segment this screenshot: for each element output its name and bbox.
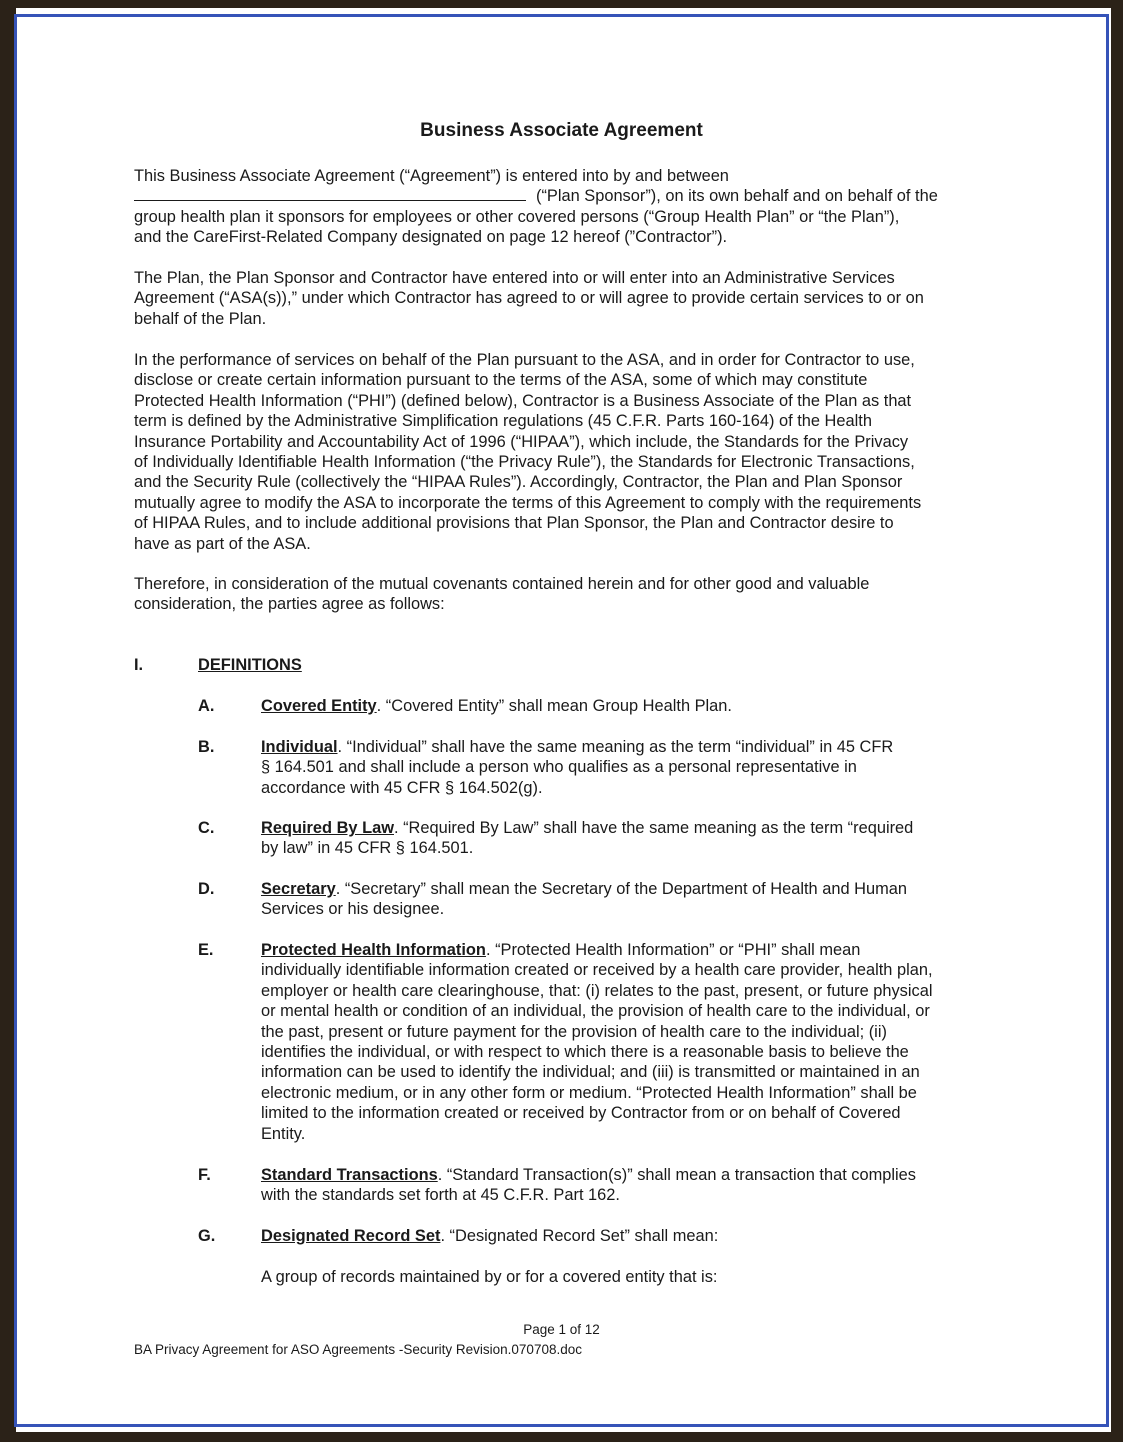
document-title: Business Associate Agreement xyxy=(420,120,703,141)
definition-text: “Covered Entity” shall mean Group Health Plan. xyxy=(385,697,732,715)
definition-line: Entity. xyxy=(261,1124,306,1143)
definition-letter: F. xyxy=(198,1166,211,1184)
intro-line: This Business Associate Agreement (“Agreement”) is entered into by and between xyxy=(134,167,729,185)
definition-term: Covered Entity xyxy=(261,697,377,715)
definition-line: Secretary. “Secretary” shall mean the Secretary of the Department of Health and Human xyxy=(261,880,907,898)
definition-letter: A. xyxy=(198,697,215,715)
intro-line-text: (“Plan Sponsor”), on its own behalf and on behalf of the xyxy=(536,187,938,206)
definition-line: § 164.501 and shall include a person who qualifies as a personal representative in xyxy=(261,758,857,777)
section-number: I. xyxy=(134,656,144,674)
definition-line: with the standards set forth at 45 C.F.R. Part 162. xyxy=(261,1186,620,1205)
definition-line: identifies the individual, or with respect to which there is a reasonable basis to believe the xyxy=(261,1043,909,1062)
plan-sponsor-blank-field[interactable] xyxy=(134,187,526,201)
definition-secretary xyxy=(261,879,1001,920)
paragraph-line: of Individually Identifiable Health Information (“the Privacy Rule”), the Standards for Electronic Transactions, xyxy=(134,453,915,472)
definition-line: Standard Transactions. “Standard Transaction(s)” shall mean a transaction that complies xyxy=(261,1166,916,1184)
definition-letter: D. xyxy=(198,880,215,898)
definition-followup xyxy=(261,1267,1001,1287)
paragraph-line: have as part of the ASA. xyxy=(134,534,311,553)
definition-line: Individual. “Individual” shall have the same meaning as the term “individual” in 45 CFR xyxy=(261,738,894,756)
definition-line: employer or health care clearinghouse, that: (i) relates to the past, present, or future physical xyxy=(261,981,933,1000)
definition-text: “Individual” shall have the same meaning as the term “individual” in 45 CFR xyxy=(346,738,894,756)
page-number: Page 1 of 12 xyxy=(523,1322,600,1337)
definition-letter: C. xyxy=(198,819,215,837)
paragraph-line: Protected Health Information (“PHI”) (defined below), Contractor is a Business Associate of the Plan as that xyxy=(134,391,912,410)
definition-line: or mental health or condition of an individual, the provision of health care to the individual, or xyxy=(261,1002,930,1021)
definition-covered-entity xyxy=(261,696,1001,716)
definition-text: “Designated Record Set” shall mean: xyxy=(449,1227,719,1245)
definition-term: Required By Law xyxy=(261,819,394,837)
definition-line: the past, present or future payment for the provision of health care to the individual; (ii) xyxy=(261,1022,887,1041)
definition-line: individually identifiable information created or received by a health care provider, health plan, xyxy=(261,961,933,980)
definition-individual xyxy=(261,737,1001,798)
definition-line: Designated Record Set. “Designated Record Set” shall mean: xyxy=(261,1227,719,1245)
paragraph-line: disclose or create certain information pursuant to the terms of the ASA, some of which may constitute xyxy=(134,371,868,390)
intro-line: group health plan it sponsors for employees or other covered persons (“Group Health Plan” or “the Plan”), xyxy=(134,207,900,226)
definition-text: “Required By Law” shall have the same meaning as the term “required xyxy=(403,819,914,837)
definition-term: Individual xyxy=(261,738,338,756)
hipaa-paragraph xyxy=(134,350,994,554)
paragraph-line: In the performance of services on behalf of the Plan pursuant to the ASA, and in order for Contractor to use, xyxy=(134,351,915,369)
definition-line: Required By Law. “Required By Law” shall have the same meaning as the term “required xyxy=(261,819,914,837)
definition-line: Protected Health Information. “Protected Health Information” or “PHI” shall mean xyxy=(261,941,861,959)
definition-line: information can be used to identify the individual; and (iii) is transmitted or maintained in an xyxy=(261,1063,920,1082)
intro-paragraph xyxy=(134,166,994,248)
paragraph-line: Agreement (“ASA(s)),” under which Contractor has agreed to or will agree to provide certain services to or on xyxy=(134,289,924,308)
definition-letter: E. xyxy=(198,941,214,959)
definition-required-by-law xyxy=(261,818,1001,859)
definition-line: A group of records maintained by or for a covered entity that is: xyxy=(261,1268,718,1286)
definition-term: Standard Transactions xyxy=(261,1166,438,1184)
definition-term: Protected Health Information xyxy=(261,941,486,959)
definition-text: “Protected Health Information” or “PHI” shall mean xyxy=(495,941,861,959)
paragraph-line: consideration, the parties agree as follows: xyxy=(134,595,445,614)
paragraph-line: of HIPAA Rules, and to include additional provisions that Plan Sponsor, the Plan and Contractor desire to xyxy=(134,514,894,533)
document-filename: BA Privacy Agreement for ASO Agreements -Security Revision.070708.doc xyxy=(134,1342,582,1357)
definition-letter: B. xyxy=(198,738,215,756)
intro-line: and the CareFirst-Related Company designated on page 12 hereof (”Contractor”). xyxy=(134,228,728,247)
definition-line: electronic medium, or in any other form or medium. “Protected Health Information” shall be xyxy=(261,1083,917,1102)
paragraph-line: Therefore, in consideration of the mutual covenants contained herein and for other good and valuable xyxy=(134,575,870,593)
definition-term: Secretary xyxy=(261,880,336,898)
paragraph-line: term is defined by the Administrative Simplification regulations (45 C.F.R. Parts 160-164) of the Health xyxy=(134,412,872,431)
intro-line-blank xyxy=(134,186,994,206)
paragraph-line: The Plan, the Plan Sponsor and Contractor have entered into or will enter into an Administrative Services xyxy=(134,269,895,287)
paragraph-line: behalf of the Plan. xyxy=(134,309,267,328)
definition-line: by law” in 45 CFR § 164.501. xyxy=(261,839,474,858)
definition-standard-transactions xyxy=(261,1165,1001,1206)
definition-line: Covered Entity. “Covered Entity” shall mean Group Health Plan. xyxy=(261,697,732,715)
paragraph-line: mutually agree to modify the ASA to incorporate the terms of this Agreement to comply with the requirements xyxy=(134,493,922,512)
section-title: DEFINITIONS xyxy=(198,656,302,674)
definition-text: “Secretary” shall mean the Secretary of the Department of Health and Human xyxy=(344,880,907,898)
definition-designated-record-set xyxy=(261,1226,1001,1246)
paragraph-line: Insurance Portability and Accountability Act of 1996 (“HIPAA”), which include, the Standards for the Privacy xyxy=(134,432,909,451)
asa-paragraph xyxy=(134,268,994,329)
paragraph-line: and the Security Rule (collectively the “HIPAA Rules”). Accordingly, Contractor, the Plan and Plan Sponsor xyxy=(134,473,903,492)
definition-letter: G. xyxy=(198,1227,216,1245)
definition-line: accordance with 45 CFR § 164.502(g). xyxy=(261,778,543,797)
definition-text: “Standard Transaction(s)” shall mean a transaction that complies xyxy=(446,1166,916,1184)
definition-line: Services or his designee. xyxy=(261,900,445,919)
consideration-paragraph xyxy=(134,574,994,615)
definition-line: limited to the information created or received by Contractor from or on behalf of Covered xyxy=(261,1104,901,1123)
definition-phi xyxy=(261,940,1001,1144)
definition-term: Designated Record Set xyxy=(261,1227,441,1245)
